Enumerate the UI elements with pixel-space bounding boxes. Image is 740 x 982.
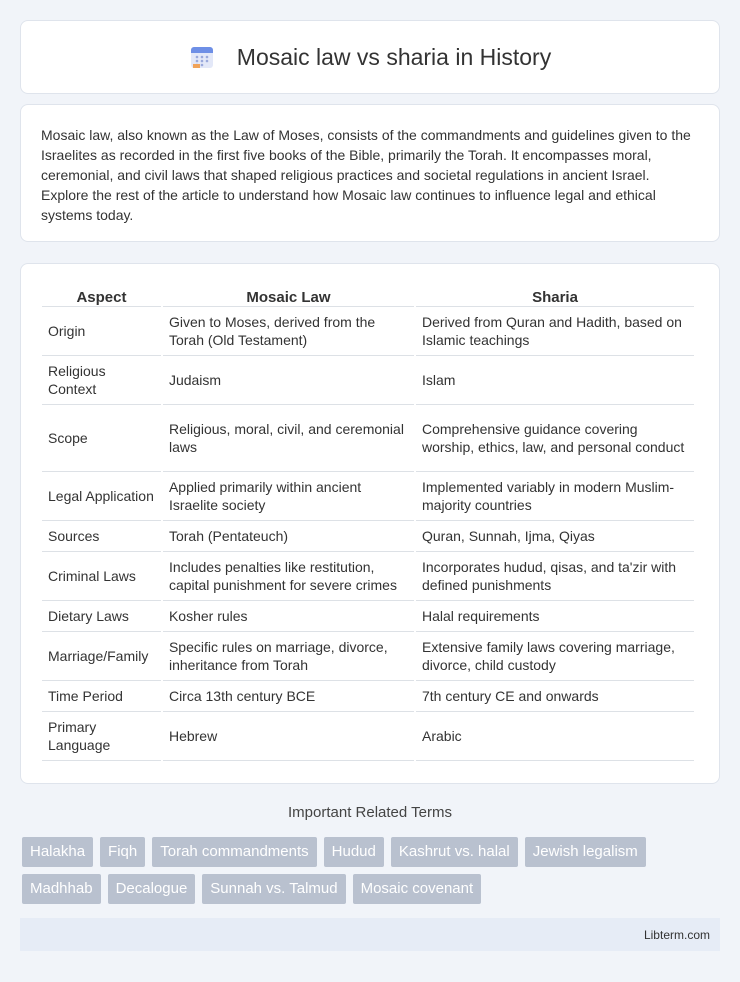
cell-mosaic-law: Religious, moral, civil, and ceremonial laws xyxy=(163,405,414,472)
cell-aspect: Time Period xyxy=(42,681,161,712)
cell-sharia: Quran, Sunnah, Ijma, Qiyas xyxy=(416,521,694,552)
cell-mosaic-law: Circa 13th century BCE xyxy=(163,681,414,712)
title-card xyxy=(20,20,720,94)
table-row xyxy=(42,681,694,712)
cell-mosaic-law: Specific rules on marriage, divorce, inheritance from Torah xyxy=(163,632,414,681)
cell-aspect: Origin xyxy=(42,307,161,356)
tag-decalogue[interactable]: Decalogue xyxy=(108,874,196,904)
tag-halakha[interactable]: Halakha xyxy=(22,837,93,867)
cell-aspect: Criminal Laws xyxy=(42,552,161,601)
table-row xyxy=(42,632,694,681)
comparison-card xyxy=(20,263,720,784)
tag-hudud[interactable]: Hudud xyxy=(324,837,384,867)
table-header-row xyxy=(42,284,694,307)
cell-mosaic-law: Torah (Pentateuch) xyxy=(163,521,414,552)
cell-sharia: Arabic xyxy=(416,712,694,761)
footer xyxy=(20,918,720,951)
tag-fiqh[interactable]: Fiqh xyxy=(100,837,145,867)
header-aspect: Aspect xyxy=(42,284,161,307)
cell-mosaic-law: Judaism xyxy=(163,356,414,405)
cell-aspect: Primary Language xyxy=(42,712,161,761)
related-terms-title: Important Related Terms xyxy=(288,804,452,821)
cell-sharia: Implemented variably in modern Muslim-majority countries xyxy=(416,472,694,521)
table-row xyxy=(42,601,694,632)
table-row xyxy=(42,552,694,601)
cell-sharia: Islam xyxy=(416,356,694,405)
cell-aspect: Sources xyxy=(42,521,161,552)
cell-mosaic-law: Applied primarily within ancient Israelite society xyxy=(163,472,414,521)
cell-mosaic-law: Hebrew xyxy=(163,712,414,761)
cell-aspect: Dietary Laws xyxy=(42,601,161,632)
tag-madhhab[interactable]: Madhhab xyxy=(22,874,101,904)
cell-aspect: Legal Application xyxy=(42,472,161,521)
tag-mosaic-covenant[interactable]: Mosaic covenant xyxy=(353,874,482,904)
cell-aspect: Marriage/Family xyxy=(42,632,161,681)
tag-kashrut-vs-halal[interactable]: Kashrut vs. halal xyxy=(391,837,518,867)
calendar-icon xyxy=(189,44,215,70)
footer-site-link[interactable]: Libterm.com xyxy=(643,928,710,942)
related-terms-list xyxy=(22,837,722,911)
table-row xyxy=(42,521,694,552)
table-row xyxy=(42,712,694,761)
cell-sharia: Comprehensive guidance covering worship, ethics, law, and personal conduct xyxy=(416,405,694,472)
tag-sunnah-vs-talmud[interactable]: Sunnah vs. Talmud xyxy=(202,874,345,904)
cell-sharia: Incorporates hudud, qisas, and ta'zir with defined punishments xyxy=(416,552,694,601)
cell-sharia: 7th century CE and onwards xyxy=(416,681,694,712)
cell-sharia: Halal requirements xyxy=(416,601,694,632)
cell-mosaic-law: Given to Moses, derived from the Torah (Old Testament) xyxy=(163,307,414,356)
table-row xyxy=(42,307,694,356)
cell-aspect: Religious Context xyxy=(42,356,161,405)
tag-torah-commandments[interactable]: Torah commandments xyxy=(152,837,316,867)
cell-sharia: Extensive family laws covering marriage, divorce, child custody xyxy=(416,632,694,681)
cell-aspect: Scope xyxy=(42,405,161,472)
intro-text: Mosaic law, also known as the Law of Moses, consists of the commandments and guidelines given to the Israelites as recorded in the first five books of the Bible, primarily the Torah. It encompasses moral, ceremonial, and civil laws that shaped religious practices and societal regulations in ancient Israel. Explore the rest of the article to understand how Mosaic law continues to influence legal and ethical systems today. xyxy=(41,127,691,223)
cell-mosaic-law: Kosher rules xyxy=(163,601,414,632)
header-mosaic-law: Mosaic Law xyxy=(163,284,414,307)
table-row xyxy=(42,472,694,521)
cell-sharia: Derived from Quran and Hadith, based on Islamic teachings xyxy=(416,307,694,356)
tag-jewish-legalism[interactable]: Jewish legalism xyxy=(525,837,646,867)
header-sharia: Sharia xyxy=(416,284,694,307)
comparison-table xyxy=(40,284,696,761)
table-row xyxy=(42,356,694,405)
page-title: Mosaic law vs sharia in History xyxy=(236,43,552,70)
intro-card xyxy=(20,104,720,242)
table-row xyxy=(42,405,694,472)
cell-mosaic-law: Includes penalties like restitution, capital punishment for severe crimes xyxy=(163,552,414,601)
